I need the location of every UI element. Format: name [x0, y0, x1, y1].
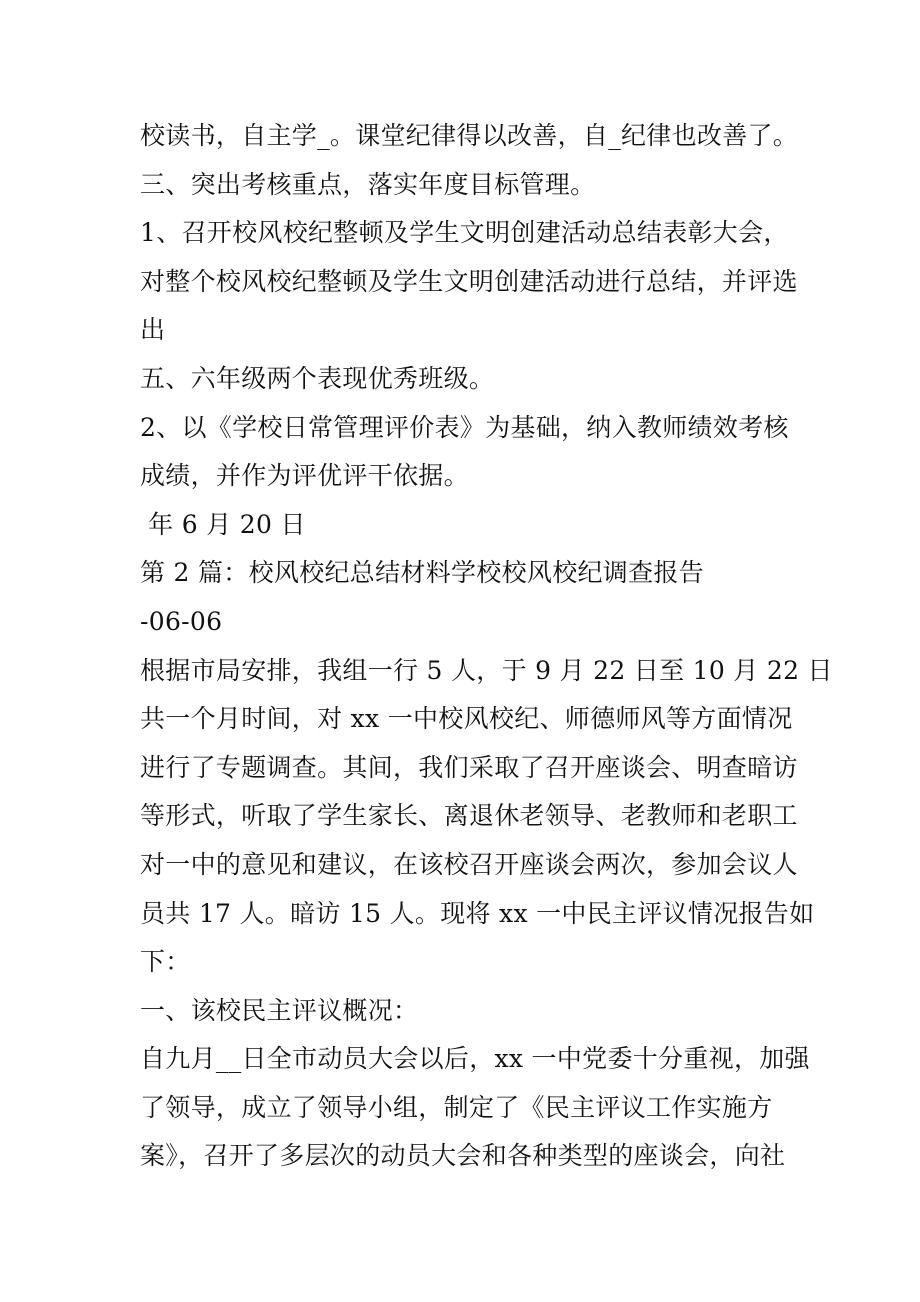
text-line: 案》，召开了多层次的动员大会和各种类型的座谈会，向社: [140, 1141, 786, 1171]
text-line: 等形式，听取了学生家长、离退休老领导、老教师和老职工: [140, 801, 798, 831]
text-line: 下：: [140, 947, 191, 977]
date-line: -06-06: [140, 606, 223, 636]
text-line: 了领导，成立了领导小组，制定了《民主评议工作实施方: [140, 1092, 773, 1122]
document-body: [140, 112, 833, 1181]
text-line: 五、六年级两个表现优秀班级。: [140, 363, 495, 393]
text-line: 出: [140, 315, 166, 345]
text-line: 三、突出考核重点，落实年度目标管理。: [140, 169, 596, 199]
text-line: 成绩，并作为评优评干依据。: [140, 461, 469, 491]
text-line: 自九月__日全市动员大会以后，xx 一中党委十分重视，加强: [140, 1044, 810, 1074]
section-title: 第 2 篇：校风校纪总结材料学校校风校纪调查报告: [140, 558, 705, 588]
text-line: 对整个校风校纪整顿及学生文明创建活动进行总结，并评选: [140, 266, 798, 296]
date-line: 年 6 月 20 日: [140, 509, 306, 539]
text-line: 对一中的意见和建议，在该校召开座谈会两次，参加会议人: [140, 849, 798, 879]
section-heading: 一、该校民主评议概况：: [140, 995, 419, 1025]
text-line: 员共 17 人。暗访 15 人。现将 xx 一中民主评议情况报告如: [140, 898, 815, 928]
text-line: 进行了专题调查。其间，我们采取了召开座谈会、明查暗访: [140, 752, 798, 782]
text-line: 共一个月时间，对 xx 一中校风校纪、师德师风等方面情况: [140, 704, 793, 734]
text-line: 2、以《学校日常管理评价表》为基础，纳入教师绩效考核: [140, 412, 789, 442]
text-line: 1、召开校风校纪整顿及学生文明创建活动总结表彰大会，: [140, 218, 789, 248]
text-line: 根据市局安排，我组一行 5 人，于 9 月 22 日至 10 月 22 日: [140, 655, 833, 685]
text-line: 校读书，自主学_。课堂纪律得以改善，自_纪律也改善了。: [140, 121, 799, 150]
